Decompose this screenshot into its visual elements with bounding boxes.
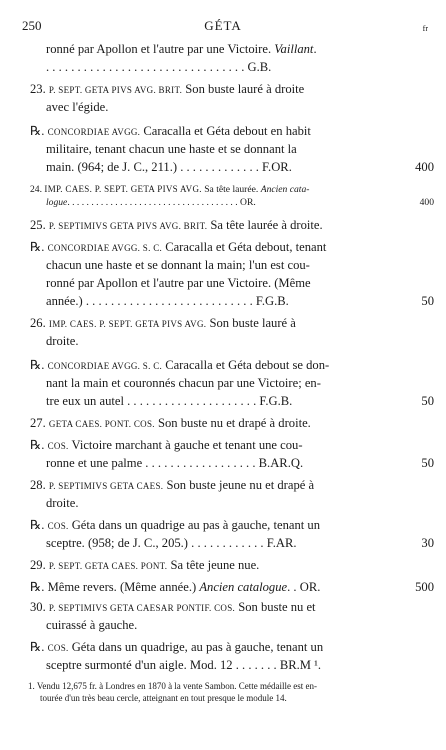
line-text: 24. [30, 184, 45, 195]
legend-text: P. SEPT. GETA CAES. PONT. [48, 561, 168, 571]
catalogue-line [46, 292, 396, 310]
catalogue-line [46, 494, 396, 512]
catalogue-line [46, 58, 396, 76]
legend-text: CONCORDIAE AVGG. S. C. [47, 243, 163, 253]
italic-text: Ancien catalogue [199, 580, 288, 594]
line-text: sceptre surmonté d'un aigle. Mod. 12 . . . . . . . BR.M ¹. [46, 658, 322, 672]
catalogue-line [30, 238, 396, 257]
line-text: 26. [30, 316, 49, 330]
line-text: 27. [30, 416, 49, 430]
catalogue-line [30, 436, 396, 455]
line-text: Son buste jeune nu et drapé à [163, 478, 315, 492]
catalogue-line [46, 140, 396, 158]
legend-text: P. SEPTIMIVS GETA CAESAR PONTIF. COS. [48, 603, 236, 613]
catalogue-line [46, 534, 396, 552]
catalogue-line [46, 656, 396, 674]
legend-text: P. SEPT. GETA PIVS AVG. BRIT. [48, 85, 183, 95]
line-text: main. (964; de J. C., 211.) . . . . . . . . . . . . . F.OR. [46, 160, 292, 174]
line-text: année.) . . . . . . . . . . . . . . . . . . . . . . . . . . . F.G.B. [46, 294, 289, 308]
line-text: . [313, 42, 317, 56]
line-text: avec l'égide. [46, 100, 109, 114]
line-text: 29. [30, 558, 49, 572]
line-text: ℞. [30, 240, 48, 254]
italic-text: Ancien cata- [260, 184, 310, 195]
footnote-line: 1. Vendu 12,675 fr. à Londres en 1870 à la vente Sambon. Cette médaille est en- [28, 681, 318, 691]
line-text: Victoire marchant à gauche et tenant une cou- [68, 438, 303, 452]
line-text: Sa tête jeune nue. [167, 558, 260, 572]
italic-text: Vaillant [274, 42, 314, 56]
line-text: . . . . . . . . . . . . . . . . . . . . . . . . . . . . . . . . G.B. [46, 60, 272, 74]
catalogue-line [46, 374, 396, 392]
price-value: 50 [421, 294, 434, 308]
line-text: droite. [46, 334, 79, 348]
price-value: 50 [421, 456, 434, 470]
page-title: GÉTA [204, 18, 242, 33]
line-text: Son buste nu et [235, 600, 316, 614]
legend-text: P. SEPTIMIVS GETA PIVS AVG. BRIT. [48, 221, 208, 231]
line-text: ronné par Apollon et l'autre par une Victoire. (Même [46, 276, 311, 290]
catalogue-line [30, 598, 396, 617]
line-text: tre eux un autel . . . . . . . . . . . . . . . . . . . . . F.G.B. [46, 394, 293, 408]
line-text: ℞. [30, 640, 48, 654]
catalogue-line [46, 194, 396, 212]
catalogue-line [30, 80, 396, 99]
line-text: 30. [30, 600, 49, 614]
line-text: ronne et une palme . . . . . . . . . . . . . . . . . . B.AR.Q. [46, 456, 304, 470]
italic-text: logue [46, 197, 68, 208]
catalogue-line [46, 256, 396, 274]
catalogue-line [30, 516, 396, 535]
legend-text: IMP. CAES. P. SEPT. GETA PIVS AVG. [48, 319, 207, 329]
legend-text: P. SEPTIMIVS GETA CAES. [48, 481, 164, 491]
catalogue-line [46, 616, 396, 634]
line-text: ℞. [30, 518, 48, 532]
line-text: Son buste lauré à [206, 316, 296, 330]
catalogue-line [30, 638, 396, 657]
line-text: ℞. [30, 124, 48, 138]
legend-text: GETA CAES. PONT. COS. [48, 419, 155, 429]
line-text: militaire, tenant chacun une haste et se donnant la [46, 142, 297, 156]
line-text: 28. [30, 478, 49, 492]
catalogue-line [30, 414, 396, 433]
line-text: Caracalla et Géta debout, tenant [162, 240, 327, 254]
line-text: 23. [30, 82, 49, 96]
price-value: 400 [419, 197, 434, 208]
legend-text: IMP. CAES. P. SEPT. GETA PIVS AVG. [44, 184, 202, 194]
line-text: Sa tête laurée. [201, 184, 261, 195]
line-text: cuirassé à gauche. [46, 618, 138, 632]
catalogue-line [46, 40, 396, 58]
catalogue-line [30, 578, 396, 596]
legend-text: COS. [47, 441, 69, 451]
catalogue-line [30, 556, 396, 575]
line-text: Géta dans un quadrige au pas à gauche, tenant un [68, 518, 320, 532]
line-text: Son buste lauré à droite [182, 82, 305, 96]
legend-text: CONCORDIAE AVGG. [47, 127, 141, 137]
line-text: sceptre. (958; de J. C., 205.) . . . . . . . . . . . . F.AR. [46, 536, 297, 550]
price-value: 30 [421, 536, 434, 550]
line-text: Son buste nu et drapé à droite. [154, 416, 311, 430]
catalogue-line [46, 158, 396, 176]
catalogue-line [46, 274, 396, 292]
legend-text: CONCORDIAE AVGG. S. C. [47, 361, 163, 371]
price-value: 400 [415, 160, 434, 174]
legend-text: COS. [47, 643, 69, 653]
catalogue-line [46, 332, 396, 350]
line-text: ronné par Apollon et l'autre par une Victoire. [46, 42, 275, 56]
line-text: . . . . . . . . . . . . . . . . . . . . . . . . . . . . . . . . . . . . OR. [67, 197, 256, 208]
catalogue-line [30, 476, 396, 495]
line-text: Caracalla et Géta debout en habit [140, 124, 311, 138]
price-value: 50 [421, 394, 434, 408]
legend-text: COS. [47, 521, 69, 531]
line-text: ℞. [30, 358, 48, 372]
catalogue-line [46, 454, 396, 472]
catalogue-line [30, 314, 396, 333]
line-text: Géta dans un quadrige, au pas à gauche, tenant un [68, 640, 324, 654]
price-value: 500 [415, 580, 434, 594]
line-text: Sa tête laurée à droite. [207, 218, 323, 232]
line-text: ℞. Même revers. (Même année.) [30, 580, 200, 594]
line-text: droite. [46, 496, 79, 510]
price-unit-label: fr [422, 24, 428, 33]
catalogue-line [46, 392, 396, 410]
catalogue-line [30, 122, 396, 141]
page-header [0, 18, 446, 36]
footnote-line: tourée d'un très beau cercle, atteignant en tout presque le module 14. [40, 693, 287, 703]
catalogue-line [30, 216, 396, 235]
line-text: chacun une haste et se donnant la main; l'un est cou- [46, 258, 310, 272]
page-number: 250 [22, 18, 42, 33]
line-text: Caracalla et Géta debout se don- [162, 358, 330, 372]
line-text: nant la main et couronnés chacun par une Victoire; en- [46, 376, 321, 390]
line-text: 25. [30, 218, 49, 232]
catalogue-line [46, 98, 396, 116]
catalogue-line [30, 356, 396, 375]
line-text: . . OR. [287, 580, 321, 594]
line-text: ℞. [30, 438, 48, 452]
